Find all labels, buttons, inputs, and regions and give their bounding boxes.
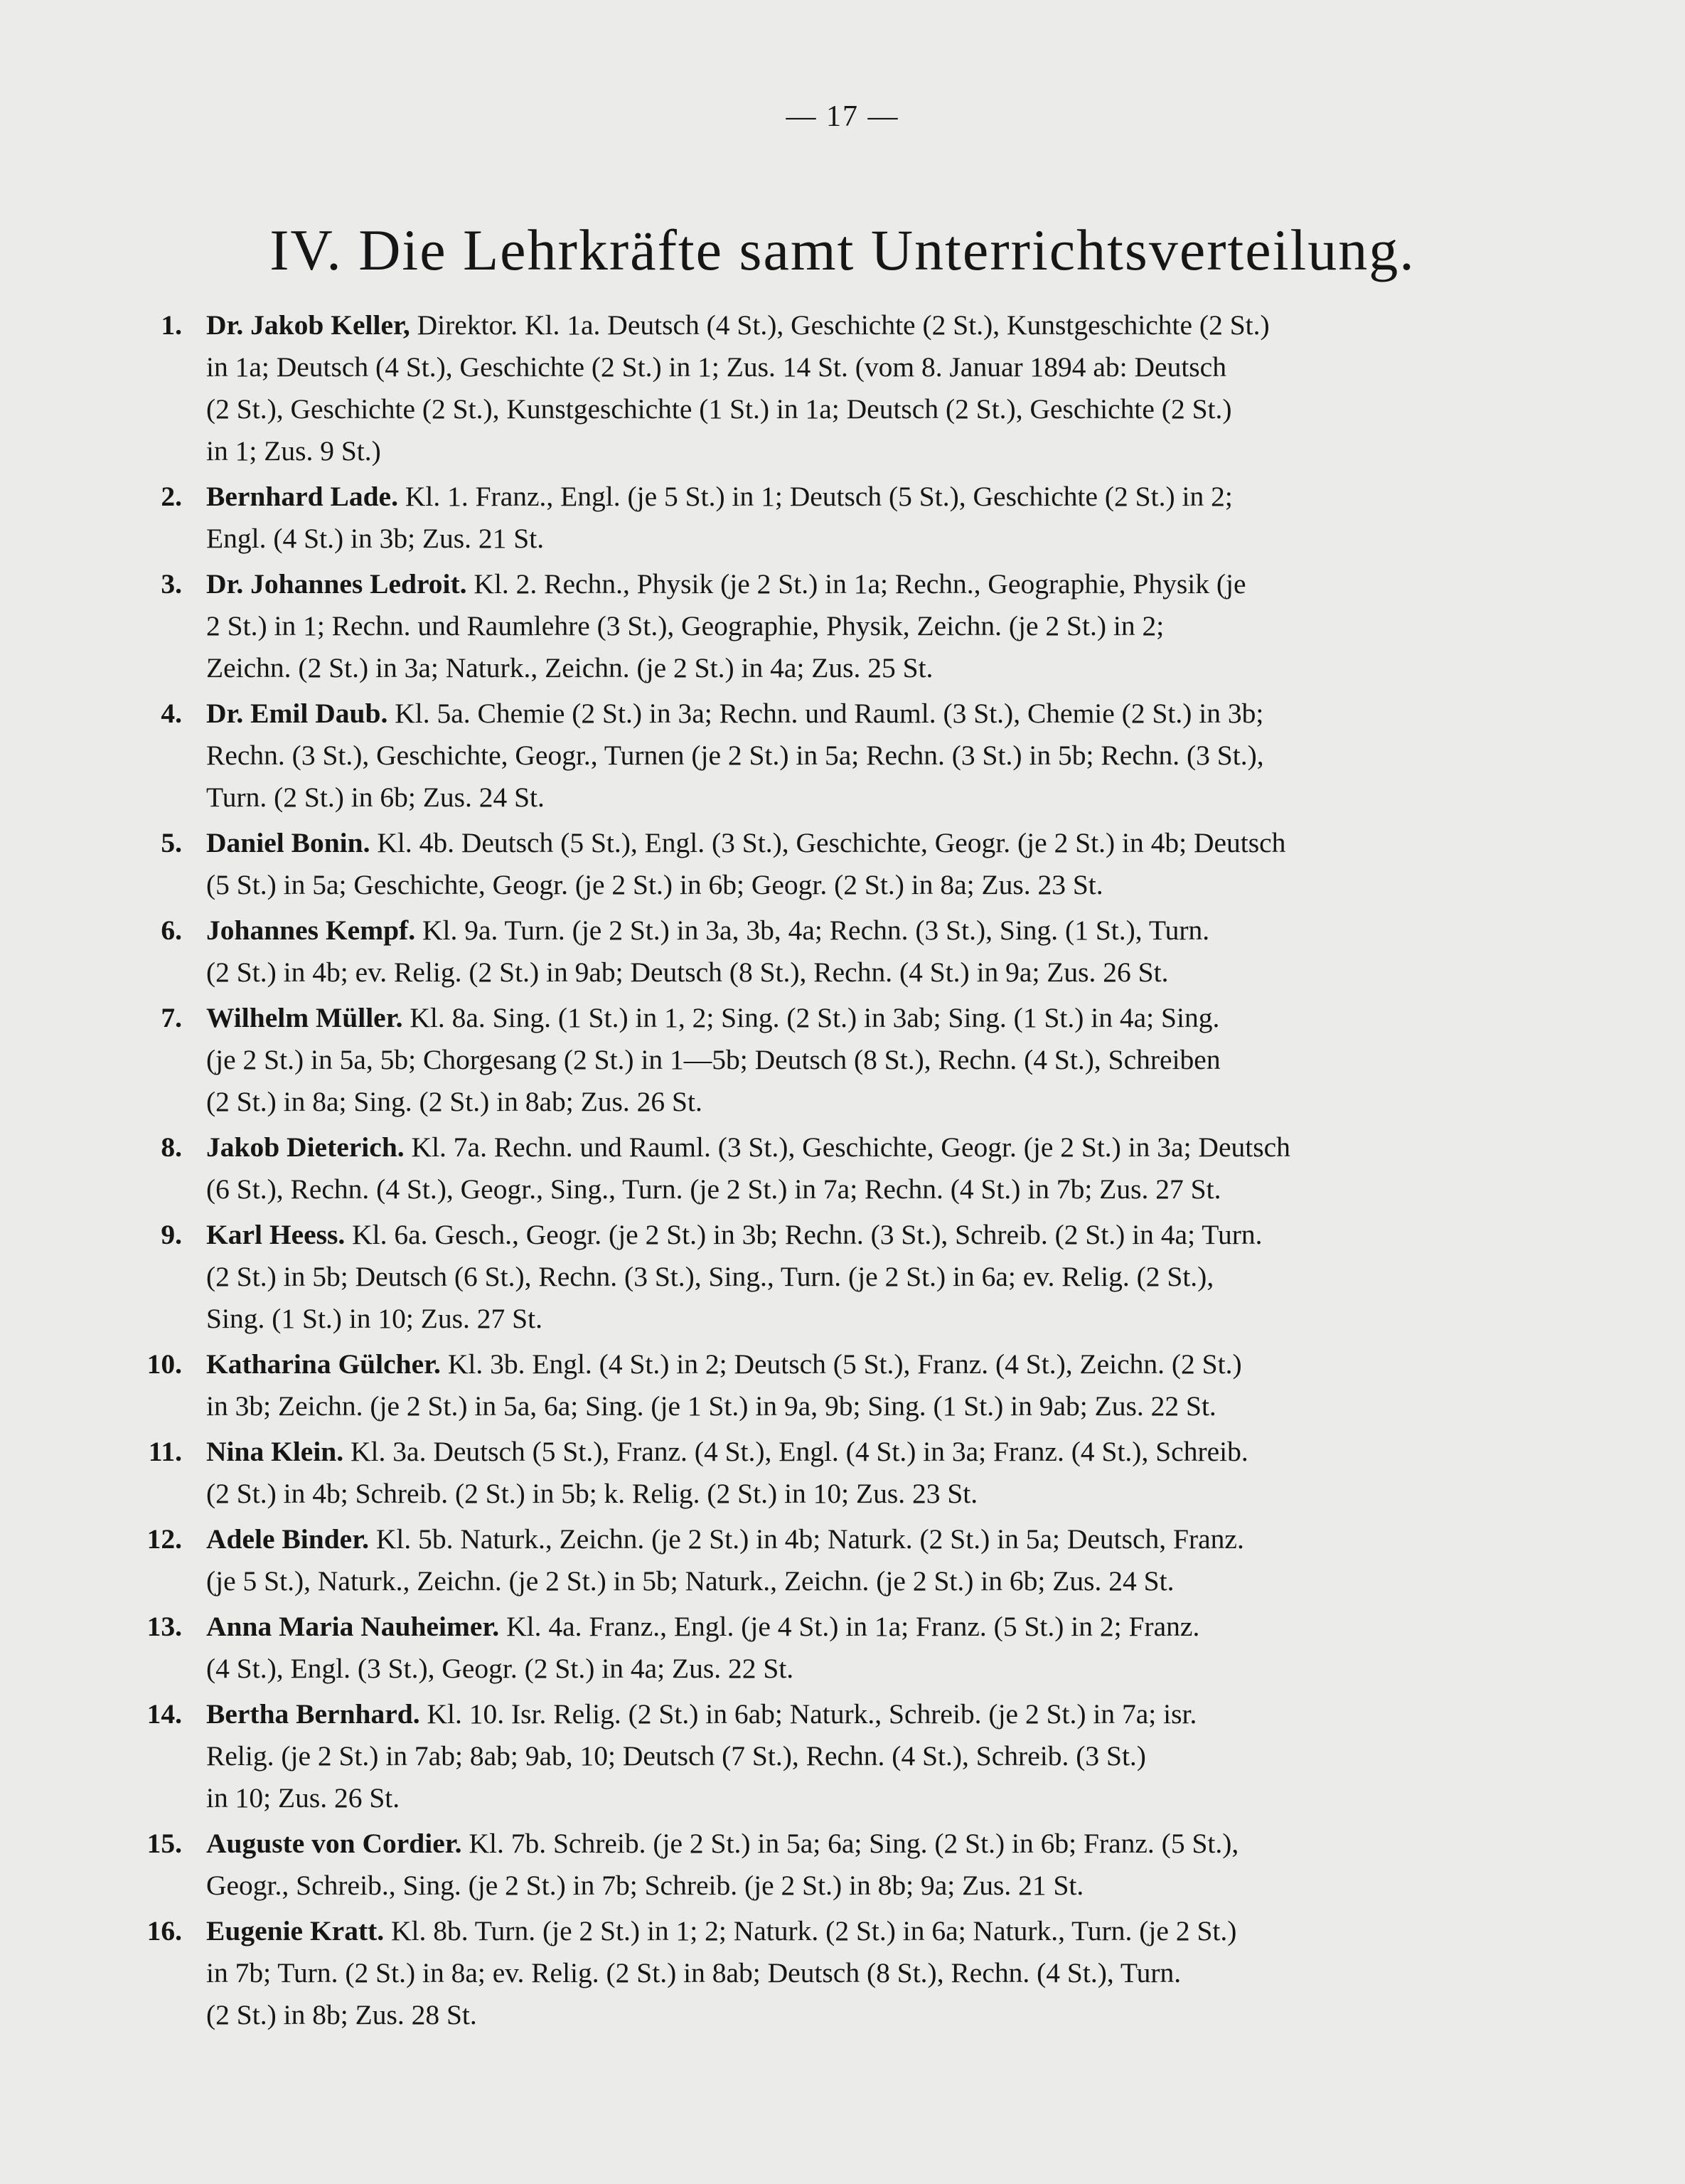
entry-line-text: Kl. 7a. Rechn. und Rauml. (3 St.), Geschichte, Geogr. (je 2 St.) in 3a; Deutsch [411, 1131, 1290, 1163]
entry-line-text: Kl. 10. Isr. Relig. (2 St.) in 6ab; Naturk., Schreib. (je 2 St.) in 7a; isr. [427, 1698, 1197, 1730]
entry-first-line [206, 1823, 1543, 1865]
entry-continuation-line [206, 1298, 1543, 1340]
teacher-name: Katharina Gülcher. [206, 1348, 441, 1380]
entry-continuation-line [206, 777, 1543, 819]
entry-number: 4. [161, 698, 182, 729]
entry-continuation-line [206, 1081, 1543, 1123]
entry-number: 8. [161, 1131, 182, 1163]
entry-text [206, 1910, 1543, 2036]
entry-line-text: Kl. 6a. Gesch., Geogr. (je 2 St.) in 3b; Rechn. (3 St.), Schreib. (2 St.) in 4a; Turn. [352, 1219, 1263, 1250]
entry-line-text: Kl. 9a. Turn. (je 2 St.) in 3a, 3b, 4a; Rechn. (3 St.), Sing. (1 St.), Turn. [422, 915, 1210, 946]
entry-text [206, 1823, 1543, 1907]
entry-continuation-line [206, 1952, 1543, 1994]
entry-continuation-line [206, 1865, 1543, 1907]
teacher-name: Dr. Johannes Ledroit. [206, 568, 467, 600]
entry-line-text: Kl. 8b. Turn. (je 2 St.) in 1; 2; Naturk. (2 St.) in 6a; Naturk., Turn. (je 2 St.) [391, 1915, 1237, 1946]
entry-first-line [206, 1518, 1543, 1560]
entry-first-line [206, 476, 1543, 518]
entry-first-line [206, 1693, 1543, 1735]
entry-number: 7. [161, 1002, 182, 1033]
entry-line-text: (2 St.) in 8a; Sing. (2 St.) in 8ab; Zus. 26 St. [206, 1086, 702, 1117]
section-title: IV. Die Lehrkräfte samt Unterrichtsverteilung. [269, 218, 1416, 282]
entry-first-line [206, 1126, 1543, 1168]
entry-continuation-line [206, 1560, 1543, 1602]
entry-text [206, 1518, 1543, 1602]
teacher-entry [121, 1823, 1543, 1907]
teacher-entry [121, 693, 1543, 819]
entry-continuation-line [206, 1039, 1543, 1081]
entry-line-text: in 7b; Turn. (2 St.) in 8a; ev. Relig. (2 St.) in 8ab; Deutsch (8 St.), Rechn. (4 St.), Turn. [206, 1957, 1182, 1988]
entry-line-text: (2 St.) in 4b; Schreib. (2 St.) in 5b; k. Relig. (2 St.) in 10; Zus. 23 St. [206, 1478, 978, 1509]
entry-text [206, 1126, 1543, 1210]
page-number: — 17 — [786, 100, 899, 133]
teacher-entry [121, 1431, 1543, 1515]
entry-line-text: (je 5 St.), Naturk., Zeichn. (je 2 St.) in 5b; Naturk., Zeichn. (je 2 St.) in 6b; Zus. 24 St. [206, 1565, 1175, 1597]
entry-continuation-line [206, 346, 1543, 388]
entry-continuation-line [206, 1994, 1543, 2036]
entry-text [206, 1214, 1543, 1340]
entry-line-text: Zeichn. (2 St.) in 3a; Naturk., Zeichn. (je 2 St.) in 4a; Zus. 25 St. [206, 652, 934, 683]
entry-text [206, 1693, 1543, 1819]
entry-first-line [206, 1214, 1543, 1256]
entry-line-text: Turn. (2 St.) in 6b; Zus. 24 St. [206, 782, 545, 813]
teacher-name: Dr. Jakob Keller, [206, 309, 410, 341]
teacher-entry [121, 910, 1543, 994]
entry-text [206, 563, 1543, 689]
entry-line-text: (2 St.) in 4b; ev. Relig. (2 St.) in 9ab; Deutsch (8 St.), Rechn. (4 St.) in 9a; Zus. 26 St. [206, 957, 1169, 988]
entry-line-text: Kl. 8a. Sing. (1 St.) in 1, 2; Sing. (2 St.) in 3ab; Sing. (1 St.) in 4a; Sing. [410, 1002, 1220, 1033]
entry-first-line [206, 1343, 1543, 1385]
entry-continuation-line [206, 952, 1543, 994]
entry-number: 9. [161, 1219, 182, 1250]
teacher-entry [121, 1606, 1543, 1690]
teacher-name: Dr. Emil Daub. [206, 698, 388, 729]
entry-continuation-line [206, 388, 1543, 430]
entry-line-text: in 1a; Deutsch (4 St.), Geschichte (2 St.) in 1; Zus. 14 St. (vom 8. Januar 1894 ab: Deutsch [206, 351, 1226, 383]
teacher-entry [121, 304, 1543, 472]
entry-continuation-line [206, 647, 1543, 689]
entry-number: 2. [161, 481, 182, 512]
entry-continuation-line [206, 430, 1543, 472]
entry-text [206, 1606, 1543, 1690]
entry-continuation-line [206, 1648, 1543, 1690]
entry-line-text: Kl. 3b. Engl. (4 St.) in 2; Deutsch (5 St.), Franz. (4 St.), Zeichn. (2 St.) [447, 1348, 1242, 1380]
teacher-entry [121, 563, 1543, 689]
entry-text [206, 997, 1543, 1123]
entry-first-line [206, 563, 1543, 605]
entry-first-line [206, 693, 1543, 735]
entry-first-line [206, 1431, 1543, 1473]
teacher-name: Wilhelm Müller. [206, 1002, 403, 1033]
entry-text [206, 1343, 1543, 1427]
entry-continuation-line [206, 1385, 1543, 1427]
teacher-entry [121, 1910, 1543, 2036]
entry-number: 3. [161, 568, 182, 600]
entry-line-text: in 1; Zus. 9 St.) [206, 435, 381, 467]
teacher-name: Jakob Dieterich. [206, 1131, 405, 1163]
entry-line-text: Kl. 4a. Franz., Engl. (je 4 St.) in 1a; Franz. (5 St.) in 2; Franz. [506, 1611, 1200, 1642]
teacher-name: Karl Heess. [206, 1219, 346, 1250]
entry-number: 5. [161, 827, 182, 858]
entry-first-line [206, 1606, 1543, 1648]
entry-number: 12. [146, 1523, 182, 1555]
entry-number: 6. [161, 915, 182, 946]
entry-line-text: Direktor. Kl. 1a. Deutsch (4 St.), Geschichte (2 St.), Kunstgeschichte (2 St.) [417, 309, 1270, 341]
teacher-name: Daniel Bonin. [206, 827, 370, 858]
entry-text [206, 693, 1543, 819]
entry-line-text: (2 St.) in 5b; Deutsch (6 St.), Rechn. (3 St.), Sing., Turn. (je 2 St.) in 6a; ev. Relig. (2 St.), [206, 1261, 1214, 1292]
entry-line-text: Kl. 4b. Deutsch (5 St.), Engl. (3 St.), Geschichte, Geogr. (je 2 St.) in 4b; Deutsch [377, 827, 1286, 858]
entry-number: 13. [146, 1611, 182, 1642]
entry-line-text: Sing. (1 St.) in 10; Zus. 27 St. [206, 1303, 542, 1334]
entry-line-text: Kl. 3a. Deutsch (5 St.), Franz. (4 St.), Engl. (4 St.) in 3a; Franz. (4 St.), Schreib. [351, 1436, 1248, 1467]
entry-first-line [206, 910, 1543, 952]
teacher-entry [121, 1518, 1543, 1602]
entry-line-text: (2 St.), Geschichte (2 St.), Kunstgeschichte (1 St.) in 1a; Deutsch (2 St.), Geschichte (2 St.) [206, 393, 1232, 425]
teacher-name: Auguste von Cordier. [206, 1828, 462, 1859]
entry-text [206, 822, 1543, 906]
entry-number: 16. [146, 1915, 182, 1946]
entry-first-line [206, 822, 1543, 864]
entry-continuation-line [206, 1473, 1543, 1515]
entry-text [206, 476, 1543, 560]
entry-continuation-line [206, 1168, 1543, 1210]
entry-text [206, 1431, 1543, 1515]
teacher-name: Eugenie Kratt. [206, 1915, 385, 1946]
entry-line-text: in 3b; Zeichn. (je 2 St.) in 5a, 6a; Sing. (je 1 St.) in 9a, 9b; Sing. (1 St.) in 9ab; Zus. 22 St. [206, 1390, 1216, 1422]
entry-text [206, 304, 1543, 472]
entry-number: 14. [146, 1698, 182, 1730]
entry-line-text: 2 St.) in 1; Rechn. und Raumlehre (3 St.), Geographie, Physik, Zeichn. (je 2 St.) in 2; [206, 610, 1165, 641]
entry-number: 11. [148, 1436, 182, 1467]
entry-line-text: Rechn. (3 St.), Geschichte, Geogr., Turnen (je 2 St.) in 5a; Rechn. (3 St.) in 5b; Rechn. (3 St.), [206, 740, 1264, 771]
entry-continuation-line [206, 864, 1543, 906]
entry-line-text: Relig. (je 2 St.) in 7ab; 8ab; 9ab, 10; Deutsch (7 St.), Rechn. (4 St.), Schreib. (3 St.) [206, 1740, 1146, 1772]
entry-continuation-line [206, 605, 1543, 647]
teacher-name: Bertha Bernhard. [206, 1698, 420, 1730]
entry-first-line [206, 1910, 1543, 1952]
entry-line-text: Kl. 5b. Naturk., Zeichn. (je 2 St.) in 4b; Naturk. (2 St.) in 5a; Deutsch, Franz. [375, 1523, 1244, 1555]
entry-continuation-line [206, 735, 1543, 777]
teacher-name: Bernhard Lade. [206, 481, 398, 512]
entry-number: 15. [146, 1828, 182, 1859]
teacher-entry [121, 997, 1543, 1123]
entry-line-text: (je 2 St.) in 5a, 5b; Chorgesang (2 St.) in 1—5b; Deutsch (8 St.), Rechn. (4 St.), Schreiben [206, 1044, 1221, 1075]
teacher-name: Nina Klein. [206, 1436, 344, 1467]
teacher-entry [121, 1214, 1543, 1340]
entry-line-text: Kl. 1. Franz., Engl. (je 5 St.) in 1; Deutsch (5 St.), Geschichte (2 St.) in 2; [405, 481, 1233, 512]
teacher-list [121, 304, 1543, 2040]
entry-continuation-line [206, 518, 1543, 560]
teacher-name: Adele Binder. [206, 1523, 369, 1555]
entry-line-text: Engl. (4 St.) in 3b; Zus. 21 St. [206, 523, 545, 554]
entry-number: 1. [161, 309, 182, 341]
entry-line-text: Kl. 5a. Chemie (2 St.) in 3a; Rechn. und Rauml. (3 St.), Chemie (2 St.) in 3b; [395, 698, 1264, 729]
entry-line-text: Geogr., Schreib., Sing. (je 2 St.) in 7b; Schreib. (je 2 St.) in 8b; 9a; Zus. 21 St. [206, 1870, 1084, 1901]
teacher-entry [121, 1126, 1543, 1210]
entry-line-text: (6 St.), Rechn. (4 St.), Geogr., Sing., Turn. (je 2 St.) in 7a; Rechn. (4 St.) in 7b; Zus. 27 St. [206, 1173, 1221, 1205]
entry-text [206, 910, 1543, 994]
teacher-entry [121, 476, 1543, 560]
entry-line-text: (5 St.) in 5a; Geschichte, Geogr. (je 2 St.) in 6b; Geogr. (2 St.) in 8a; Zus. 23 St. [206, 869, 1103, 900]
entry-line-text: (2 St.) in 8b; Zus. 28 St. [206, 1999, 477, 2030]
teacher-entry [121, 1343, 1543, 1427]
entry-continuation-line [206, 1777, 1543, 1819]
entry-continuation-line [206, 1256, 1543, 1298]
teacher-name: Anna Maria Nauheimer. [206, 1611, 500, 1642]
teacher-entry [121, 1693, 1543, 1819]
entry-first-line [206, 997, 1543, 1039]
entry-line-text: Kl. 7b. Schreib. (je 2 St.) in 5a; 6a; Sing. (2 St.) in 6b; Franz. (5 St.), [469, 1828, 1239, 1859]
entry-line-text: in 10; Zus. 26 St. [206, 1782, 400, 1813]
entry-continuation-line [206, 1735, 1543, 1777]
entry-number: 10. [146, 1348, 182, 1380]
entry-first-line [206, 304, 1543, 346]
teacher-entry [121, 822, 1543, 906]
entry-line-text: (4 St.), Engl. (3 St.), Geogr. (2 St.) in 4a; Zus. 22 St. [206, 1653, 794, 1684]
teacher-name: Johannes Kempf. [206, 915, 416, 946]
entry-line-text: Kl. 2. Rechn., Physik (je 2 St.) in 1a; Rechn., Geographie, Physik (je [474, 568, 1246, 600]
